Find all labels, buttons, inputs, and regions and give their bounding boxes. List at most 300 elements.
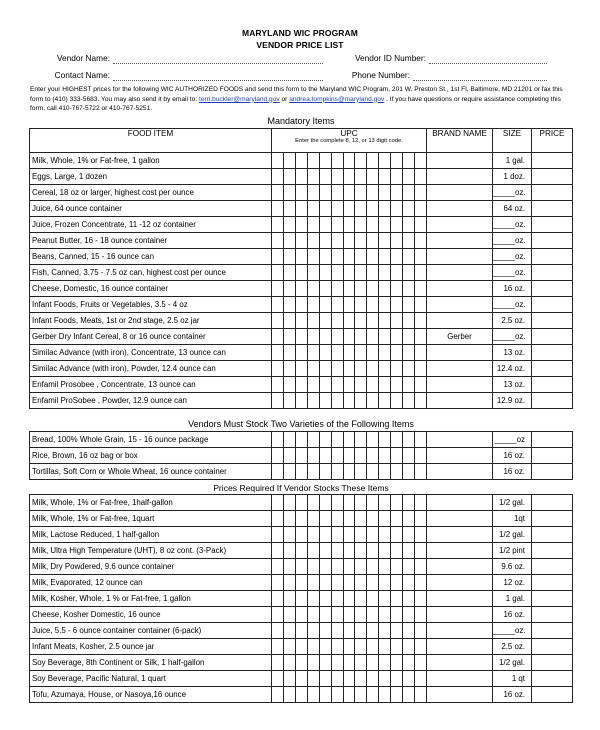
upc-digit-cell[interactable] bbox=[320, 671, 332, 686]
upc-digit-cell[interactable] bbox=[284, 361, 296, 376]
upc-digit-cell[interactable] bbox=[272, 464, 284, 479]
upc-digit-cell[interactable] bbox=[332, 687, 344, 702]
upc-digit-cell[interactable] bbox=[355, 655, 367, 670]
upc-entry-cells[interactable] bbox=[272, 376, 427, 392]
upc-digit-cell[interactable] bbox=[296, 361, 308, 376]
upc-digit-cell[interactable] bbox=[391, 575, 403, 590]
upc-digit-cell[interactable] bbox=[367, 217, 379, 232]
upc-digit-cell[interactable] bbox=[320, 511, 332, 526]
upc-entry-cells[interactable] bbox=[272, 463, 427, 479]
upc-digit-cell[interactable] bbox=[379, 185, 391, 200]
upc-digit-cell[interactable] bbox=[284, 559, 296, 574]
upc-digit-cell[interactable] bbox=[391, 185, 403, 200]
upc-digit-cell[interactable] bbox=[272, 297, 284, 312]
upc-digit-cell[interactable] bbox=[272, 281, 284, 296]
upc-digit-cell[interactable] bbox=[403, 671, 415, 686]
upc-digit-cell[interactable] bbox=[415, 527, 426, 542]
upc-digit-cell[interactable] bbox=[415, 495, 426, 510]
upc-digit-cell[interactable] bbox=[379, 543, 391, 558]
phone-field[interactable] bbox=[413, 80, 547, 81]
upc-digit-cell[interactable] bbox=[272, 591, 284, 606]
upc-digit-cell[interactable] bbox=[272, 511, 284, 526]
upc-digit-cell[interactable] bbox=[403, 265, 415, 280]
brand-name-cell[interactable] bbox=[427, 590, 493, 606]
upc-digit-cell[interactable] bbox=[355, 217, 367, 232]
upc-digit-cell[interactable] bbox=[272, 559, 284, 574]
brand-name-cell[interactable] bbox=[427, 376, 493, 392]
upc-digit-cell[interactable] bbox=[332, 623, 344, 638]
price-entry-cell[interactable] bbox=[532, 168, 573, 184]
upc-digit-cell[interactable] bbox=[403, 448, 415, 463]
upc-digit-cell[interactable] bbox=[367, 233, 379, 248]
upc-digit-cell[interactable] bbox=[403, 511, 415, 526]
upc-digit-cell[interactable] bbox=[415, 217, 426, 232]
upc-entry-cells[interactable] bbox=[272, 590, 427, 606]
brand-name-cell[interactable] bbox=[427, 168, 493, 184]
price-entry-cell[interactable] bbox=[532, 558, 573, 574]
upc-digit-cell[interactable] bbox=[379, 432, 391, 447]
upc-digit-cell[interactable] bbox=[379, 329, 391, 344]
upc-digit-cell[interactable] bbox=[367, 464, 379, 479]
brand-name-cell[interactable] bbox=[427, 296, 493, 312]
upc-digit-cell[interactable] bbox=[403, 527, 415, 542]
upc-digit-cell[interactable] bbox=[296, 201, 308, 216]
price-entry-cell[interactable] bbox=[532, 248, 573, 264]
upc-digit-cell[interactable] bbox=[415, 281, 426, 296]
upc-digit-cell[interactable] bbox=[332, 281, 344, 296]
upc-digit-cell[interactable] bbox=[403, 607, 415, 622]
upc-digit-cell[interactable] bbox=[367, 201, 379, 216]
upc-digit-cell[interactable] bbox=[272, 249, 284, 264]
upc-digit-cell[interactable] bbox=[308, 655, 320, 670]
upc-digit-cell[interactable] bbox=[272, 527, 284, 542]
upc-digit-cell[interactable] bbox=[296, 559, 308, 574]
upc-digit-cell[interactable] bbox=[332, 265, 344, 280]
upc-entry-cells[interactable] bbox=[272, 606, 427, 622]
upc-digit-cell[interactable] bbox=[308, 671, 320, 686]
brand-name-cell[interactable] bbox=[427, 447, 493, 463]
upc-digit-cell[interactable] bbox=[391, 265, 403, 280]
upc-digit-cell[interactable] bbox=[391, 169, 403, 184]
upc-digit-cell[interactable] bbox=[320, 495, 332, 510]
upc-digit-cell[interactable] bbox=[344, 432, 356, 447]
upc-digit-cell[interactable] bbox=[379, 377, 391, 392]
brand-name-cell[interactable] bbox=[427, 622, 493, 638]
upc-digit-cell[interactable] bbox=[367, 153, 379, 168]
brand-name-cell[interactable] bbox=[427, 344, 493, 360]
upc-digit-cell[interactable] bbox=[391, 559, 403, 574]
upc-digit-cell[interactable] bbox=[320, 329, 332, 344]
upc-digit-cell[interactable] bbox=[308, 448, 320, 463]
upc-digit-cell[interactable] bbox=[320, 297, 332, 312]
upc-digit-cell[interactable] bbox=[355, 543, 367, 558]
upc-digit-cell[interactable] bbox=[403, 464, 415, 479]
price-entry-cell[interactable] bbox=[532, 494, 573, 510]
upc-digit-cell[interactable] bbox=[355, 153, 367, 168]
upc-entry-cells[interactable] bbox=[272, 622, 427, 638]
upc-entry-cells[interactable] bbox=[272, 280, 427, 296]
upc-digit-cell[interactable] bbox=[344, 217, 356, 232]
upc-digit-cell[interactable] bbox=[415, 249, 426, 264]
upc-digit-cell[interactable] bbox=[391, 639, 403, 654]
upc-digit-cell[interactable] bbox=[379, 153, 391, 168]
upc-digit-cell[interactable] bbox=[403, 329, 415, 344]
upc-digit-cell[interactable] bbox=[403, 623, 415, 638]
upc-digit-cell[interactable] bbox=[379, 345, 391, 360]
upc-digit-cell[interactable] bbox=[403, 217, 415, 232]
upc-digit-cell[interactable] bbox=[391, 671, 403, 686]
upc-digit-cell[interactable] bbox=[344, 201, 356, 216]
brand-name-cell[interactable] bbox=[427, 542, 493, 558]
upc-digit-cell[interactable] bbox=[344, 297, 356, 312]
upc-digit-cell[interactable] bbox=[320, 464, 332, 479]
upc-digit-cell[interactable] bbox=[355, 559, 367, 574]
upc-digit-cell[interactable] bbox=[320, 393, 332, 408]
upc-digit-cell[interactable] bbox=[367, 527, 379, 542]
upc-digit-cell[interactable] bbox=[284, 297, 296, 312]
upc-digit-cell[interactable] bbox=[284, 511, 296, 526]
upc-digit-cell[interactable] bbox=[296, 464, 308, 479]
upc-digit-cell[interactable] bbox=[308, 201, 320, 216]
upc-digit-cell[interactable] bbox=[379, 655, 391, 670]
price-entry-cell[interactable] bbox=[532, 463, 573, 479]
upc-digit-cell[interactable] bbox=[284, 448, 296, 463]
upc-digit-cell[interactable] bbox=[284, 249, 296, 264]
upc-entry-cells[interactable] bbox=[272, 558, 427, 574]
upc-digit-cell[interactable] bbox=[272, 432, 284, 447]
upc-digit-cell[interactable] bbox=[415, 345, 426, 360]
upc-digit-cell[interactable] bbox=[415, 575, 426, 590]
upc-digit-cell[interactable] bbox=[308, 543, 320, 558]
upc-digit-cell[interactable] bbox=[379, 687, 391, 702]
upc-digit-cell[interactable] bbox=[296, 297, 308, 312]
upc-digit-cell[interactable] bbox=[379, 464, 391, 479]
upc-digit-cell[interactable] bbox=[379, 527, 391, 542]
upc-digit-cell[interactable] bbox=[272, 265, 284, 280]
upc-digit-cell[interactable] bbox=[296, 495, 308, 510]
upc-digit-cell[interactable] bbox=[403, 233, 415, 248]
upc-digit-cell[interactable] bbox=[403, 543, 415, 558]
upc-entry-cells[interactable] bbox=[272, 200, 427, 216]
upc-digit-cell[interactable] bbox=[296, 639, 308, 654]
upc-digit-cell[interactable] bbox=[308, 361, 320, 376]
upc-digit-cell[interactable] bbox=[415, 169, 426, 184]
upc-digit-cell[interactable] bbox=[403, 345, 415, 360]
upc-digit-cell[interactable] bbox=[284, 329, 296, 344]
upc-digit-cell[interactable] bbox=[344, 345, 356, 360]
upc-digit-cell[interactable] bbox=[367, 169, 379, 184]
upc-digit-cell[interactable] bbox=[344, 527, 356, 542]
upc-digit-cell[interactable] bbox=[284, 432, 296, 447]
upc-digit-cell[interactable] bbox=[403, 153, 415, 168]
upc-digit-cell[interactable] bbox=[355, 393, 367, 408]
upc-digit-cell[interactable] bbox=[367, 313, 379, 328]
upc-digit-cell[interactable] bbox=[391, 464, 403, 479]
upc-digit-cell[interactable] bbox=[284, 464, 296, 479]
upc-digit-cell[interactable] bbox=[355, 233, 367, 248]
upc-digit-cell[interactable] bbox=[367, 393, 379, 408]
upc-digit-cell[interactable] bbox=[355, 361, 367, 376]
upc-digit-cell[interactable] bbox=[344, 671, 356, 686]
upc-digit-cell[interactable] bbox=[272, 361, 284, 376]
upc-digit-cell[interactable] bbox=[296, 607, 308, 622]
upc-digit-cell[interactable] bbox=[415, 607, 426, 622]
upc-digit-cell[interactable] bbox=[272, 185, 284, 200]
upc-digit-cell[interactable] bbox=[332, 432, 344, 447]
brand-name-cell[interactable] bbox=[427, 280, 493, 296]
upc-digit-cell[interactable] bbox=[367, 249, 379, 264]
upc-digit-cell[interactable] bbox=[320, 559, 332, 574]
upc-digit-cell[interactable] bbox=[296, 153, 308, 168]
upc-digit-cell[interactable] bbox=[320, 377, 332, 392]
upc-digit-cell[interactable] bbox=[296, 233, 308, 248]
upc-digit-cell[interactable] bbox=[403, 559, 415, 574]
upc-digit-cell[interactable] bbox=[320, 281, 332, 296]
upc-digit-cell[interactable] bbox=[355, 432, 367, 447]
upc-digit-cell[interactable] bbox=[272, 623, 284, 638]
upc-digit-cell[interactable] bbox=[308, 432, 320, 447]
upc-digit-cell[interactable] bbox=[355, 511, 367, 526]
upc-digit-cell[interactable] bbox=[272, 543, 284, 558]
upc-digit-cell[interactable] bbox=[391, 527, 403, 542]
upc-digit-cell[interactable] bbox=[415, 201, 426, 216]
upc-digit-cell[interactable] bbox=[284, 527, 296, 542]
upc-digit-cell[interactable] bbox=[320, 249, 332, 264]
upc-digit-cell[interactable] bbox=[367, 432, 379, 447]
price-entry-cell[interactable] bbox=[532, 312, 573, 328]
vendor-name-field[interactable] bbox=[113, 63, 323, 64]
price-entry-cell[interactable] bbox=[532, 216, 573, 232]
upc-digit-cell[interactable] bbox=[391, 313, 403, 328]
upc-digit-cell[interactable] bbox=[379, 559, 391, 574]
contact-name-field[interactable] bbox=[113, 80, 323, 81]
upc-digit-cell[interactable] bbox=[308, 623, 320, 638]
upc-digit-cell[interactable] bbox=[391, 495, 403, 510]
upc-digit-cell[interactable] bbox=[403, 591, 415, 606]
upc-digit-cell[interactable] bbox=[367, 623, 379, 638]
email-link-2[interactable]: andrea.tompkins@maryland.gov bbox=[289, 95, 385, 103]
upc-digit-cell[interactable] bbox=[367, 543, 379, 558]
vendor-id-field[interactable] bbox=[429, 63, 547, 64]
upc-entry-cells[interactable] bbox=[272, 152, 427, 168]
brand-name-cell[interactable] bbox=[427, 200, 493, 216]
brand-name-cell[interactable] bbox=[427, 638, 493, 654]
upc-digit-cell[interactable] bbox=[344, 329, 356, 344]
price-entry-cell[interactable] bbox=[532, 392, 573, 408]
upc-digit-cell[interactable] bbox=[379, 281, 391, 296]
upc-digit-cell[interactable] bbox=[284, 345, 296, 360]
upc-digit-cell[interactable] bbox=[284, 217, 296, 232]
upc-digit-cell[interactable] bbox=[367, 559, 379, 574]
upc-digit-cell[interactable] bbox=[367, 591, 379, 606]
brand-name-cell[interactable] bbox=[427, 574, 493, 590]
upc-digit-cell[interactable] bbox=[355, 623, 367, 638]
upc-digit-cell[interactable] bbox=[332, 393, 344, 408]
upc-digit-cell[interactable] bbox=[320, 265, 332, 280]
upc-digit-cell[interactable] bbox=[332, 185, 344, 200]
price-entry-cell[interactable] bbox=[532, 526, 573, 542]
upc-digit-cell[interactable] bbox=[272, 345, 284, 360]
upc-entry-cells[interactable] bbox=[272, 494, 427, 510]
upc-digit-cell[interactable] bbox=[320, 361, 332, 376]
upc-digit-cell[interactable] bbox=[367, 575, 379, 590]
upc-digit-cell[interactable] bbox=[284, 607, 296, 622]
upc-digit-cell[interactable] bbox=[403, 393, 415, 408]
upc-digit-cell[interactable] bbox=[355, 527, 367, 542]
brand-name-cell[interactable] bbox=[427, 463, 493, 479]
upc-entry-cells[interactable] bbox=[272, 296, 427, 312]
upc-digit-cell[interactable] bbox=[308, 265, 320, 280]
upc-digit-cell[interactable] bbox=[272, 201, 284, 216]
upc-digit-cell[interactable] bbox=[272, 639, 284, 654]
upc-digit-cell[interactable] bbox=[320, 655, 332, 670]
upc-digit-cell[interactable] bbox=[379, 511, 391, 526]
upc-digit-cell[interactable] bbox=[272, 448, 284, 463]
upc-digit-cell[interactable] bbox=[403, 201, 415, 216]
upc-digit-cell[interactable] bbox=[320, 153, 332, 168]
upc-digit-cell[interactable] bbox=[344, 607, 356, 622]
upc-digit-cell[interactable] bbox=[415, 265, 426, 280]
upc-digit-cell[interactable] bbox=[355, 297, 367, 312]
upc-digit-cell[interactable] bbox=[403, 281, 415, 296]
brand-name-cell[interactable] bbox=[427, 216, 493, 232]
upc-digit-cell[interactable] bbox=[308, 464, 320, 479]
price-entry-cell[interactable] bbox=[532, 606, 573, 622]
upc-digit-cell[interactable] bbox=[379, 607, 391, 622]
upc-entry-cells[interactable] bbox=[272, 312, 427, 328]
upc-digit-cell[interactable] bbox=[355, 169, 367, 184]
upc-digit-cell[interactable] bbox=[344, 623, 356, 638]
upc-digit-cell[interactable] bbox=[308, 377, 320, 392]
brand-name-cell[interactable] bbox=[427, 510, 493, 526]
upc-digit-cell[interactable] bbox=[415, 559, 426, 574]
upc-digit-cell[interactable] bbox=[403, 575, 415, 590]
upc-digit-cell[interactable] bbox=[367, 361, 379, 376]
brand-name-cell[interactable] bbox=[427, 686, 493, 702]
upc-digit-cell[interactable] bbox=[403, 432, 415, 447]
price-entry-cell[interactable] bbox=[532, 574, 573, 590]
upc-digit-cell[interactable] bbox=[284, 495, 296, 510]
upc-digit-cell[interactable] bbox=[332, 575, 344, 590]
upc-digit-cell[interactable] bbox=[332, 495, 344, 510]
upc-digit-cell[interactable] bbox=[391, 377, 403, 392]
brand-name-cell[interactable] bbox=[427, 232, 493, 248]
upc-digit-cell[interactable] bbox=[308, 313, 320, 328]
upc-digit-cell[interactable] bbox=[391, 329, 403, 344]
upc-digit-cell[interactable] bbox=[320, 448, 332, 463]
upc-digit-cell[interactable] bbox=[415, 153, 426, 168]
upc-digit-cell[interactable] bbox=[308, 297, 320, 312]
upc-digit-cell[interactable] bbox=[355, 329, 367, 344]
brand-name-cell[interactable] bbox=[427, 670, 493, 686]
upc-digit-cell[interactable] bbox=[332, 169, 344, 184]
upc-digit-cell[interactable] bbox=[344, 393, 356, 408]
upc-digit-cell[interactable] bbox=[332, 233, 344, 248]
upc-digit-cell[interactable] bbox=[355, 265, 367, 280]
upc-digit-cell[interactable] bbox=[308, 345, 320, 360]
upc-digit-cell[interactable] bbox=[391, 623, 403, 638]
price-entry-cell[interactable] bbox=[532, 184, 573, 200]
brand-name-cell[interactable] bbox=[427, 392, 493, 408]
upc-digit-cell[interactable] bbox=[391, 297, 403, 312]
upc-digit-cell[interactable] bbox=[379, 217, 391, 232]
upc-digit-cell[interactable] bbox=[344, 233, 356, 248]
upc-digit-cell[interactable] bbox=[379, 495, 391, 510]
upc-digit-cell[interactable] bbox=[296, 623, 308, 638]
upc-digit-cell[interactable] bbox=[367, 329, 379, 344]
brand-name-cell[interactable] bbox=[427, 558, 493, 574]
upc-digit-cell[interactable] bbox=[296, 448, 308, 463]
price-entry-cell[interactable] bbox=[532, 686, 573, 702]
upc-digit-cell[interactable] bbox=[332, 448, 344, 463]
upc-digit-cell[interactable] bbox=[320, 185, 332, 200]
upc-digit-cell[interactable] bbox=[284, 313, 296, 328]
upc-digit-cell[interactable] bbox=[284, 639, 296, 654]
upc-digit-cell[interactable] bbox=[332, 591, 344, 606]
upc-digit-cell[interactable] bbox=[355, 495, 367, 510]
upc-digit-cell[interactable] bbox=[391, 687, 403, 702]
upc-digit-cell[interactable] bbox=[391, 393, 403, 408]
upc-digit-cell[interactable] bbox=[355, 377, 367, 392]
upc-digit-cell[interactable] bbox=[296, 185, 308, 200]
upc-digit-cell[interactable] bbox=[415, 432, 426, 447]
upc-digit-cell[interactable] bbox=[296, 671, 308, 686]
upc-digit-cell[interactable] bbox=[379, 575, 391, 590]
price-entry-cell[interactable] bbox=[532, 510, 573, 526]
upc-digit-cell[interactable] bbox=[308, 527, 320, 542]
upc-digit-cell[interactable] bbox=[284, 265, 296, 280]
upc-digit-cell[interactable] bbox=[391, 511, 403, 526]
upc-digit-cell[interactable] bbox=[296, 575, 308, 590]
upc-entry-cells[interactable] bbox=[272, 216, 427, 232]
upc-digit-cell[interactable] bbox=[284, 623, 296, 638]
upc-digit-cell[interactable] bbox=[415, 361, 426, 376]
upc-digit-cell[interactable] bbox=[296, 511, 308, 526]
upc-digit-cell[interactable] bbox=[296, 543, 308, 558]
upc-digit-cell[interactable] bbox=[415, 329, 426, 344]
upc-digit-cell[interactable] bbox=[355, 591, 367, 606]
upc-digit-cell[interactable] bbox=[272, 671, 284, 686]
upc-digit-cell[interactable] bbox=[367, 448, 379, 463]
price-entry-cell[interactable] bbox=[532, 280, 573, 296]
price-entry-cell[interactable] bbox=[532, 590, 573, 606]
upc-digit-cell[interactable] bbox=[403, 361, 415, 376]
brand-name-cell[interactable] bbox=[427, 654, 493, 670]
upc-digit-cell[interactable] bbox=[272, 169, 284, 184]
upc-digit-cell[interactable] bbox=[296, 249, 308, 264]
upc-digit-cell[interactable] bbox=[308, 281, 320, 296]
upc-digit-cell[interactable] bbox=[415, 377, 426, 392]
upc-digit-cell[interactable] bbox=[355, 687, 367, 702]
upc-digit-cell[interactable] bbox=[391, 233, 403, 248]
upc-digit-cell[interactable] bbox=[344, 591, 356, 606]
upc-digit-cell[interactable] bbox=[391, 153, 403, 168]
upc-digit-cell[interactable] bbox=[284, 671, 296, 686]
brand-name-cell[interactable] bbox=[427, 606, 493, 622]
upc-entry-cells[interactable] bbox=[272, 184, 427, 200]
upc-digit-cell[interactable] bbox=[332, 464, 344, 479]
upc-digit-cell[interactable] bbox=[403, 639, 415, 654]
upc-entry-cells[interactable] bbox=[272, 447, 427, 463]
upc-digit-cell[interactable] bbox=[379, 639, 391, 654]
upc-digit-cell[interactable] bbox=[391, 201, 403, 216]
upc-entry-cells[interactable] bbox=[272, 232, 427, 248]
price-entry-cell[interactable] bbox=[532, 638, 573, 654]
upc-digit-cell[interactable] bbox=[403, 297, 415, 312]
upc-digit-cell[interactable] bbox=[367, 639, 379, 654]
upc-digit-cell[interactable] bbox=[332, 607, 344, 622]
email-link-1[interactable]: terri.buckler@maryland.gov bbox=[198, 95, 280, 103]
